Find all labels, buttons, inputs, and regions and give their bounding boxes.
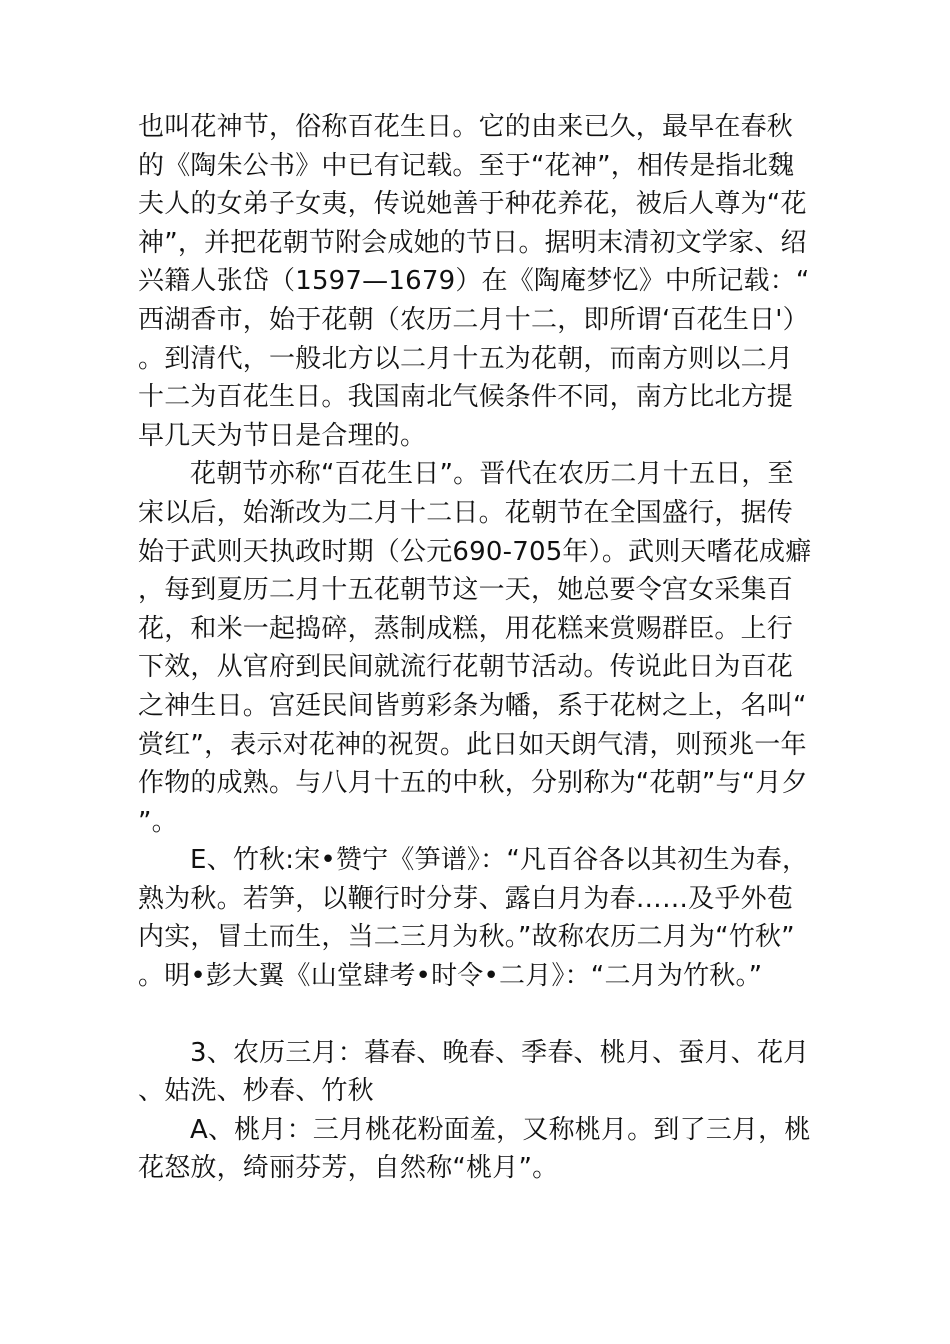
paragraph-taoyue: A、桃月：三月桃花粉面羞，又称桃月。到了三月，桃花怒放，绮丽芬芳，自然称“桃月”。 [138, 1114, 811, 1184]
paragraph-third-month-names: 3、农历三月：暮春、晚春、季春、桃月、蚕月、花月、姑洗、杪春、竹秋 [138, 1037, 810, 1107]
document-body [138, 108, 818, 1188]
paragraph-flower-festival-origin: 也叫花神节，俗称百花生日。它的由来已久，最早在春秋的《陶朱公书》中已有记载。至于“花神”，相传是指北魏夫人的女弟子女夷，传说她善于种花养花，被后人尊为“花神”，并把花朝节附会成她的节日。据明末清初文学家、绍兴籍人张岱（1597—1679）在《陶庵梦忆》中所记载：“西湖香市，始于花朝（农历二月十二，即所谓‘百花生日'）。到清代，一般北方以二月十五为花朝，而南方则以二月十二为百花生日。我国南北气候条件不同，南方比北方提早几天为节日是合理的。 [138, 112, 810, 451]
paragraph-zhuqiu: E、竹秋:宋•赞宁《笋谱》：“凡百谷各以其初生为春，熟为秋。若笋，以鞭行时分芽、露白月为春……及乎外苞内实，冒土而生，当二三月为秋。”故称农历二月为“竹秋”。明•彭大翼《山堂肆考•时令•二月》：“二月为竹秋。” [138, 845, 809, 992]
paragraph-flower-festival-history: 花朝节亦称“百花生日”。晋代在农历二月十五日，至宋以后，始渐改为二月十二日。花朝节在全国盛行，据传始于武则天执政时期（公元690-705年）。武则天嗜花成癖，每到夏历二月十五花朝节这一天，她总要令宫女采集百花，和米一起捣碎，蒸制成糕，用花糕来赏赐群臣。上行下效，从官府到民间就流行花朝节活动。传说此日为百花之神生日。宫廷民间皆剪彩条为幡，系于花树之上，名叫“赏红”，表示对花神的祝贺。此日如天朗气清，则预兆一年作物的成熟。与八月十五的中秋，分别称为“花朝”与“月夕”。 [138, 459, 812, 837]
paragraph-gap [138, 996, 818, 1034]
